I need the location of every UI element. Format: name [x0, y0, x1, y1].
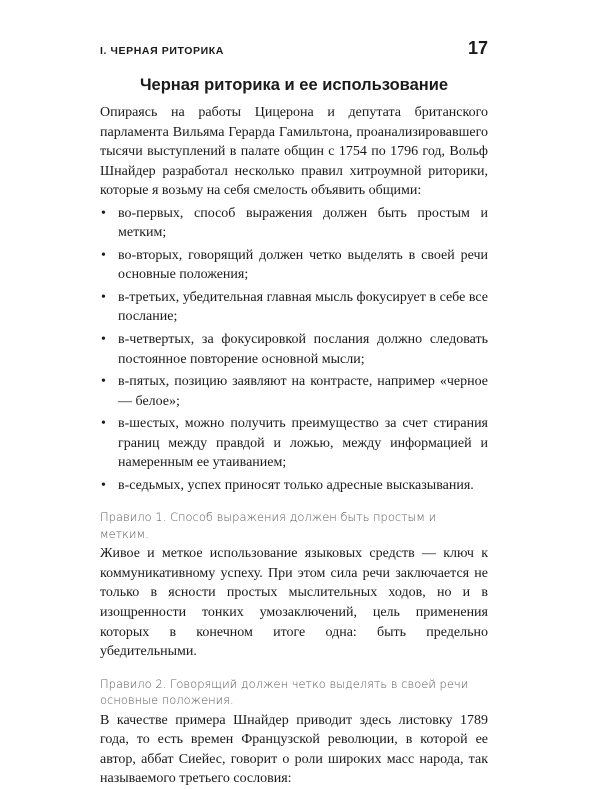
rule-2-paragraph: В качестве примера Шнайдер приводит здесь листовку 1789 года, то есть времен Французской революции, в которой ее автор, аббат Сиейес, говорит о роли широких масс народа, так называемого третьего сословия:: [100, 712, 488, 787]
list-item-text: во-первых, способ выражения должен быть простым и метким;: [118, 205, 488, 241]
book-page: [100, 38, 488, 789]
list-item-text: в-седьмых, успех приносят только адресные высказывания.: [118, 477, 474, 493]
bullet-icon: •: [101, 248, 106, 264]
list-item-text: в-третьих, убедительная главная мысль фокусирует в себе все послание;: [118, 290, 488, 325]
page-number: 17: [467, 38, 488, 58]
list-item: [100, 476, 488, 495]
list-item: [100, 204, 488, 243]
bullet-icon: •: [101, 290, 106, 306]
section-title: Черная риторика и ее использование: [139, 76, 449, 94]
list-item-text: в-четвертых, за фокусировкой послания должно следовать постоянное повторение основной мысли;: [118, 332, 488, 367]
bullet-icon: •: [101, 374, 106, 390]
rule-1-heading: Правило 1. Способ выражения должен быть простым и метким.: [100, 510, 437, 541]
list-item: [100, 246, 488, 285]
bullet-icon: •: [101, 205, 106, 221]
bullet-icon: •: [101, 477, 106, 493]
list-item: [100, 414, 488, 472]
list-item-text: во-вторых, говорящий должен четко выделять в своей речи основные положения;: [118, 248, 488, 283]
bullet-icon: •: [101, 416, 106, 432]
list-item: [100, 372, 488, 411]
list-item-text: в-шестых, можно получить преимущество за счет стирания границ между правдой и ложью, между информацией и намеренным ее утаиванием;: [118, 416, 488, 471]
running-title: I. ЧЕРНАЯ РИТОРИКА: [100, 45, 224, 57]
bullet-icon: •: [101, 332, 106, 348]
list-item: [100, 330, 488, 369]
rule-1-paragraph: Живое и меткое использование языковых средств — ключ к коммуникативному успеху. При этом сила речи заключается не только в ясности простых мыслительных ходов, но и в изощренности тонких умозаключений, цель применения которых в конечном итоге одна: быть предельно убедительными.: [100, 546, 488, 660]
list-item-text: в-пятых, позицию заявляют на контрасте, например «черное — белое»;: [118, 374, 488, 409]
rule-2-heading: Правило 2. Говорящий должен четко выделять в своей речи основные положения.: [100, 676, 469, 708]
rules-list: [100, 204, 488, 495]
list-item: [100, 288, 488, 327]
intro-paragraph: Опираясь на работы Цицерона и депутата британского парламента Вильяма Герарда Гамильтона, проанализировавшего тысячи выступлений в палате общин с 1754 по 1796 год, Вольф Шнайдер разработал несколько правил хитроумной риторики, которые я возьму на себя смелость объявить общими:: [100, 105, 488, 199]
running-header: [100, 38, 488, 64]
